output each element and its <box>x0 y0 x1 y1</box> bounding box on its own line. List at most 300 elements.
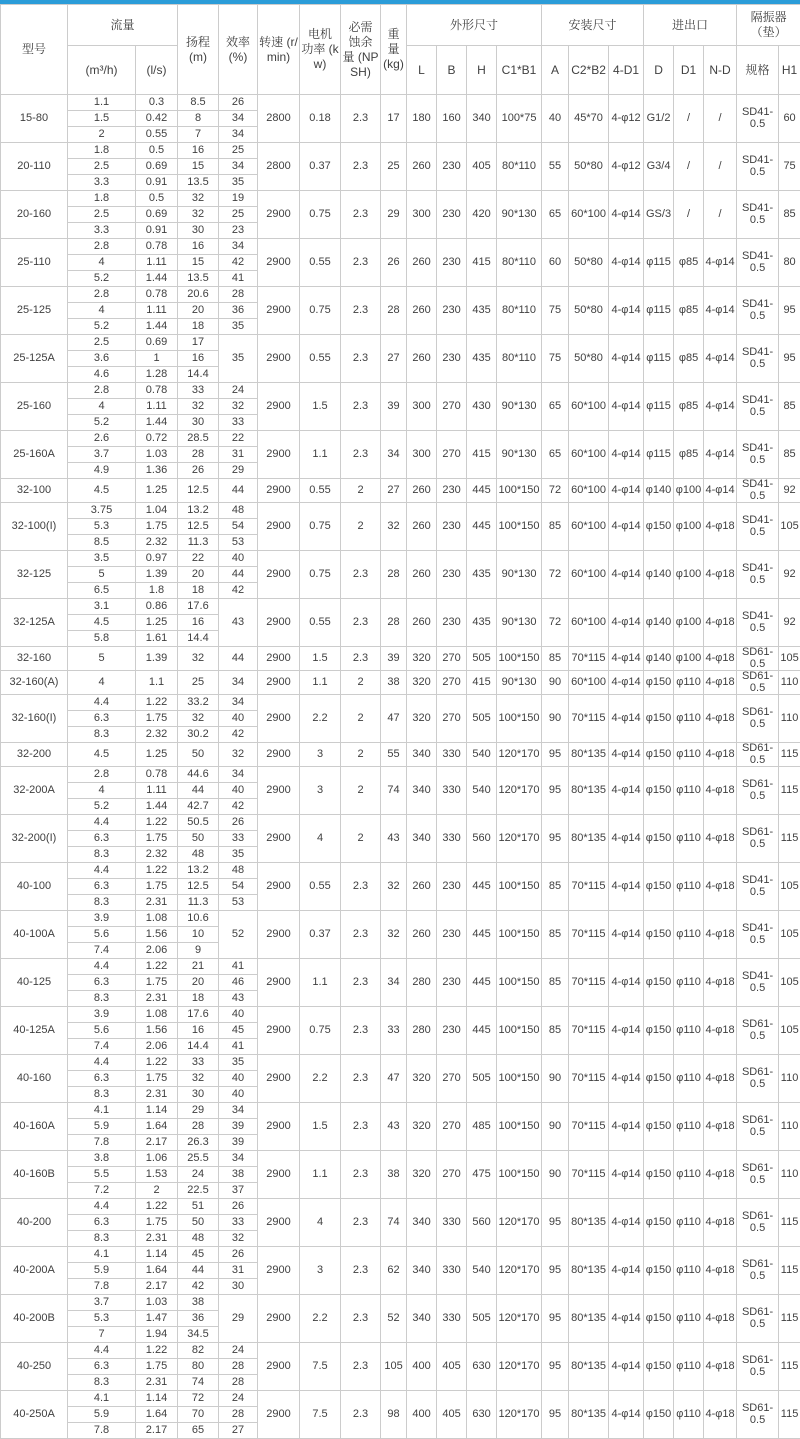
cell-port-d1: φ110 <box>674 1247 704 1295</box>
cell-port-nd: / <box>704 191 737 239</box>
cell-isolator-h1: 60 <box>779 95 800 143</box>
cell-weight: 39 <box>381 647 407 671</box>
cell-dim-l: 260 <box>407 503 437 551</box>
cell-efficiency: 35 <box>219 1055 258 1071</box>
table-row <box>1 1199 800 1215</box>
cell-npsh: 2.3 <box>341 431 381 479</box>
cell-flow-m3h: 4.4 <box>68 863 136 879</box>
cell-install-c2b2: 80*135 <box>569 767 609 815</box>
cell-efficiency: 46 <box>219 975 258 991</box>
cell-model: 40-125 <box>1 959 68 1007</box>
cell-isolator-h1: 92 <box>779 599 800 647</box>
cell-port-d: φ115 <box>644 287 674 335</box>
cell-isolator-spec: SD61-0.5 <box>737 1103 779 1151</box>
cell-port-nd: 4-φ14 <box>704 383 737 431</box>
cell-flow-m3h: 5.9 <box>68 1263 136 1279</box>
cell-install-c2b2: 70*115 <box>569 647 609 671</box>
cell-port-d: φ140 <box>644 551 674 599</box>
cell-dim-l: 260 <box>407 143 437 191</box>
col-header-isolator-group: 隔振器（垫） <box>737 5 800 46</box>
cell-head: 44.6 <box>178 767 219 783</box>
cell-speed: 2900 <box>258 863 300 911</box>
cell-model: 40-250 <box>1 1343 68 1391</box>
cell-port-d1: φ110 <box>674 911 704 959</box>
cell-install-a: 65 <box>542 191 569 239</box>
cell-efficiency: 28 <box>219 1375 258 1391</box>
cell-flow-ls: 2.32 <box>136 847 178 863</box>
cell-isolator-h1: 110 <box>779 1151 800 1199</box>
cell-speed: 2900 <box>258 431 300 479</box>
cell-head: 22 <box>178 551 219 567</box>
cell-flow-ls: 0.3 <box>136 95 178 111</box>
cell-dim-b: 230 <box>437 191 467 239</box>
cell-weight: 27 <box>381 335 407 383</box>
cell-install-c2b2: 70*115 <box>569 959 609 1007</box>
cell-head: 28 <box>178 1119 219 1135</box>
cell-port-d1: φ100 <box>674 479 704 503</box>
cell-efficiency: 32 <box>219 1231 258 1247</box>
cell-power: 0.75 <box>300 551 341 599</box>
cell-efficiency: 45 <box>219 1023 258 1039</box>
cell-dim-h: 505 <box>467 647 497 671</box>
cell-isolator-spec: SD41-0.5 <box>737 239 779 287</box>
cell-port-d1: φ110 <box>674 1295 704 1343</box>
pump-spec-table <box>0 4 800 1439</box>
cell-head: 32 <box>178 711 219 727</box>
col-header-weight: 重量 (kg) <box>381 5 407 95</box>
cell-port-nd: 4-φ14 <box>704 479 737 503</box>
cell-install-c2b2: 60*100 <box>569 671 609 695</box>
cell-head: 20 <box>178 567 219 583</box>
cell-isolator-spec: SD41-0.5 <box>737 503 779 551</box>
cell-port-nd: 4-φ14 <box>704 335 737 383</box>
cell-isolator-spec: SD41-0.5 <box>737 143 779 191</box>
cell-efficiency: 42 <box>219 255 258 271</box>
cell-flow-ls: 1.28 <box>136 367 178 383</box>
cell-head: 26 <box>178 463 219 479</box>
cell-isolator-spec: SD41-0.5 <box>737 287 779 335</box>
cell-npsh: 2.3 <box>341 551 381 599</box>
cell-install-4d1: 4-φ14 <box>609 959 644 1007</box>
cell-port-d1: φ110 <box>674 1151 704 1199</box>
cell-speed: 2900 <box>258 239 300 287</box>
cell-flow-ls: 0.72 <box>136 431 178 447</box>
col-header-isolator-spec: 规格 <box>737 46 779 95</box>
cell-flow-ls: 1.11 <box>136 399 178 415</box>
cell-install-a: 60 <box>542 239 569 287</box>
cell-npsh: 2 <box>341 671 381 695</box>
cell-install-c2b2: 70*115 <box>569 1007 609 1055</box>
cell-port-nd: 4-φ14 <box>704 287 737 335</box>
cell-dim-l: 280 <box>407 959 437 1007</box>
cell-efficiency: 54 <box>219 879 258 895</box>
cell-flow-m3h: 2.6 <box>68 431 136 447</box>
cell-install-4d1: 4-φ14 <box>609 1055 644 1103</box>
cell-head: 50 <box>178 743 219 767</box>
cell-flow-m3h: 7.4 <box>68 1039 136 1055</box>
cell-flow-m3h: 5.3 <box>68 1311 136 1327</box>
cell-dim-l: 320 <box>407 1151 437 1199</box>
cell-speed: 2900 <box>258 551 300 599</box>
cell-power: 0.55 <box>300 335 341 383</box>
cell-port-nd: 4-φ18 <box>704 959 737 1007</box>
cell-weight: 26 <box>381 239 407 287</box>
cell-npsh: 2.3 <box>341 1055 381 1103</box>
cell-isolator-h1: 110 <box>779 695 800 743</box>
cell-dim-c1b1: 100*150 <box>497 647 542 671</box>
col-header-dim-h: H <box>467 46 497 95</box>
cell-efficiency: 34 <box>219 695 258 711</box>
cell-port-nd: 4-φ18 <box>704 1295 737 1343</box>
cell-isolator-spec: SD61-0.5 <box>737 647 779 671</box>
cell-weight: 39 <box>381 383 407 431</box>
cell-isolator-spec: SD61-0.5 <box>737 671 779 695</box>
cell-head: 20.6 <box>178 287 219 303</box>
cell-power: 2.2 <box>300 1295 341 1343</box>
cell-install-4d1: 4-φ14 <box>609 1295 644 1343</box>
cell-flow-ls: 1.94 <box>136 1327 178 1343</box>
cell-install-4d1: 4-φ12 <box>609 95 644 143</box>
cell-efficiency: 52 <box>219 911 258 959</box>
cell-dim-b: 270 <box>437 431 467 479</box>
cell-flow-m3h: 6.5 <box>68 583 136 599</box>
cell-dim-c1b1: 100*150 <box>497 695 542 743</box>
cell-flow-m3h: 2.5 <box>68 335 136 351</box>
cell-weight: 25 <box>381 143 407 191</box>
cell-install-a: 65 <box>542 383 569 431</box>
cell-flow-ls: 1.39 <box>136 567 178 583</box>
cell-weight: 62 <box>381 1247 407 1295</box>
table-row <box>1 431 800 447</box>
cell-head: 42 <box>178 1279 219 1295</box>
cell-head: 15 <box>178 159 219 175</box>
cell-efficiency: 24 <box>219 1391 258 1407</box>
cell-weight: 27 <box>381 479 407 503</box>
cell-efficiency: 29 <box>219 463 258 479</box>
cell-dim-l: 320 <box>407 1103 437 1151</box>
cell-head: 50 <box>178 1215 219 1231</box>
cell-dim-b: 270 <box>437 1103 467 1151</box>
cell-weight: 47 <box>381 1055 407 1103</box>
cell-install-4d1: 4-φ14 <box>609 479 644 503</box>
cell-head: 32 <box>178 207 219 223</box>
cell-dim-h: 475 <box>467 1151 497 1199</box>
cell-efficiency: 38 <box>219 1167 258 1183</box>
cell-isolator-spec: SD41-0.5 <box>737 95 779 143</box>
cell-port-d: φ115 <box>644 239 674 287</box>
cell-dim-b: 160 <box>437 95 467 143</box>
cell-efficiency: 27 <box>219 1423 258 1439</box>
cell-efficiency: 33 <box>219 1215 258 1231</box>
cell-isolator-spec: SD61-0.5 <box>737 767 779 815</box>
cell-flow-ls: 0.69 <box>136 207 178 223</box>
col-header-port-d1: D1 <box>674 46 704 95</box>
cell-dim-c1b1: 80*110 <box>497 287 542 335</box>
table-row <box>1 287 800 303</box>
cell-isolator-h1: 75 <box>779 143 800 191</box>
cell-flow-m3h: 4.4 <box>68 815 136 831</box>
cell-flow-ls: 1.08 <box>136 1007 178 1023</box>
col-header-power: 电机 功率 (kw) <box>300 5 341 95</box>
cell-flow-ls: 0.69 <box>136 159 178 175</box>
cell-dim-h: 435 <box>467 287 497 335</box>
cell-dim-b: 330 <box>437 767 467 815</box>
cell-isolator-spec: SD61-0.5 <box>737 1391 779 1439</box>
cell-model: 40-250A <box>1 1391 68 1439</box>
cell-port-nd: 4-φ18 <box>704 551 737 599</box>
cell-flow-m3h: 2.8 <box>68 767 136 783</box>
cell-npsh: 2.3 <box>341 1199 381 1247</box>
cell-dim-c1b1: 100*150 <box>497 911 542 959</box>
cell-port-d: φ150 <box>644 863 674 911</box>
cell-efficiency: 42 <box>219 583 258 599</box>
table-row <box>1 551 800 567</box>
cell-install-c2b2: 70*115 <box>569 911 609 959</box>
cell-efficiency: 39 <box>219 1119 258 1135</box>
cell-port-d: φ140 <box>644 479 674 503</box>
cell-flow-ls: 1.22 <box>136 815 178 831</box>
table-row <box>1 95 800 111</box>
cell-dim-h: 560 <box>467 1199 497 1247</box>
cell-isolator-spec: SD41-0.5 <box>737 911 779 959</box>
cell-model: 32-160(A) <box>1 671 68 695</box>
cell-flow-m3h: 5 <box>68 647 136 671</box>
cell-dim-h: 435 <box>467 551 497 599</box>
cell-dim-b: 230 <box>437 551 467 599</box>
cell-install-4d1: 4-φ14 <box>609 383 644 431</box>
cell-dim-b: 330 <box>437 1295 467 1343</box>
cell-head: 7 <box>178 127 219 143</box>
cell-dim-h: 340 <box>467 95 497 143</box>
cell-efficiency: 26 <box>219 1199 258 1215</box>
cell-flow-ls: 1.64 <box>136 1407 178 1423</box>
cell-weight: 38 <box>381 1151 407 1199</box>
cell-power: 2.2 <box>300 695 341 743</box>
cell-port-d1: φ110 <box>674 1391 704 1439</box>
cell-dim-h: 485 <box>467 1103 497 1151</box>
cell-isolator-h1: 105 <box>779 911 800 959</box>
cell-port-d1: φ85 <box>674 335 704 383</box>
cell-npsh: 2.3 <box>341 599 381 647</box>
cell-flow-ls: 0.91 <box>136 175 178 191</box>
cell-flow-m3h: 4.5 <box>68 615 136 631</box>
cell-flow-m3h: 7.4 <box>68 943 136 959</box>
cell-isolator-h1: 105 <box>779 959 800 1007</box>
cell-install-c2b2: 80*135 <box>569 1343 609 1391</box>
cell-flow-ls: 1.11 <box>136 303 178 319</box>
cell-efficiency: 31 <box>219 447 258 463</box>
cell-install-a: 85 <box>542 503 569 551</box>
cell-efficiency: 40 <box>219 1087 258 1103</box>
cell-speed: 2900 <box>258 1151 300 1199</box>
cell-flow-m3h: 6.3 <box>68 831 136 847</box>
cell-dim-c1b1: 120*170 <box>497 1391 542 1439</box>
cell-install-a: 90 <box>542 1055 569 1103</box>
cell-flow-m3h: 8.3 <box>68 727 136 743</box>
cell-flow-m3h: 8.3 <box>68 895 136 911</box>
cell-flow-ls: 2.31 <box>136 991 178 1007</box>
cell-flow-m3h: 4.6 <box>68 367 136 383</box>
cell-head: 36 <box>178 1311 219 1327</box>
cell-port-d: φ115 <box>644 335 674 383</box>
cell-flow-ls: 1.75 <box>136 711 178 727</box>
cell-install-4d1: 4-φ14 <box>609 863 644 911</box>
cell-weight: 34 <box>381 959 407 1007</box>
table-row <box>1 1295 800 1311</box>
cell-port-d1: φ85 <box>674 239 704 287</box>
cell-flow-ls: 2.31 <box>136 1231 178 1247</box>
cell-flow-m3h: 3.75 <box>68 503 136 519</box>
cell-model: 40-100A <box>1 911 68 959</box>
col-header-efficiency: 效率 (%) <box>219 5 258 95</box>
cell-speed: 2900 <box>258 911 300 959</box>
cell-port-d1: φ110 <box>674 863 704 911</box>
cell-dim-c1b1: 100*150 <box>497 1055 542 1103</box>
cell-model: 40-200B <box>1 1295 68 1343</box>
cell-install-4d1: 4-φ14 <box>609 431 644 479</box>
cell-install-a: 72 <box>542 551 569 599</box>
cell-isolator-h1: 110 <box>779 671 800 695</box>
cell-dim-b: 230 <box>437 335 467 383</box>
cell-dim-h: 445 <box>467 1007 497 1055</box>
cell-isolator-spec: SD41-0.5 <box>737 479 779 503</box>
cell-flow-ls: 1.1 <box>136 671 178 695</box>
cell-dim-b: 270 <box>437 695 467 743</box>
cell-head: 13.2 <box>178 863 219 879</box>
cell-isolator-h1: 95 <box>779 335 800 383</box>
cell-install-a: 95 <box>542 743 569 767</box>
cell-flow-ls: 2.17 <box>136 1423 178 1439</box>
cell-flow-m3h: 5.8 <box>68 631 136 647</box>
cell-efficiency: 41 <box>219 1039 258 1055</box>
col-header-dim-c1b1: C1*B1 <box>497 46 542 95</box>
table-row <box>1 383 800 399</box>
cell-isolator-h1: 92 <box>779 479 800 503</box>
cell-efficiency: 41 <box>219 271 258 287</box>
cell-flow-ls: 1.47 <box>136 1311 178 1327</box>
cell-flow-ls: 0.42 <box>136 111 178 127</box>
cell-efficiency: 26 <box>219 95 258 111</box>
cell-flow-m3h: 8.3 <box>68 1375 136 1391</box>
cell-install-c2b2: 70*115 <box>569 1055 609 1103</box>
cell-speed: 2900 <box>258 479 300 503</box>
col-header-flow-ls: (l/s) <box>136 46 178 95</box>
cell-power: 3 <box>300 743 341 767</box>
cell-dim-b: 330 <box>437 1247 467 1295</box>
cell-head: 51 <box>178 1199 219 1215</box>
cell-speed: 2900 <box>258 1343 300 1391</box>
cell-isolator-h1: 115 <box>779 1199 800 1247</box>
cell-install-4d1: 4-φ14 <box>609 287 644 335</box>
cell-flow-m3h: 3.9 <box>68 1007 136 1023</box>
cell-head: 25 <box>178 671 219 695</box>
cell-power: 7.5 <box>300 1343 341 1391</box>
cell-isolator-h1: 115 <box>779 767 800 815</box>
cell-port-nd: 4-φ18 <box>704 767 737 815</box>
cell-port-nd: 4-φ18 <box>704 1391 737 1439</box>
cell-dim-c1b1: 120*170 <box>497 1343 542 1391</box>
cell-port-d1: φ110 <box>674 1055 704 1103</box>
cell-head: 12.5 <box>178 479 219 503</box>
cell-efficiency: 28 <box>219 1359 258 1375</box>
cell-flow-ls: 1.75 <box>136 1359 178 1375</box>
cell-dim-h: 415 <box>467 431 497 479</box>
cell-install-a: 55 <box>542 143 569 191</box>
cell-install-4d1: 4-φ14 <box>609 1199 644 1247</box>
cell-model: 25-125 <box>1 287 68 335</box>
cell-isolator-spec: SD61-0.5 <box>737 815 779 863</box>
cell-dim-h: 560 <box>467 815 497 863</box>
cell-flow-m3h: 6.3 <box>68 1359 136 1375</box>
cell-flow-ls: 1.06 <box>136 1151 178 1167</box>
cell-install-c2b2: 70*115 <box>569 695 609 743</box>
col-header-npsh: 必需 蚀余 量 (NPSH) <box>341 5 381 95</box>
cell-power: 1.5 <box>300 383 341 431</box>
cell-head: 20 <box>178 975 219 991</box>
col-header-head: 扬程 (m) <box>178 5 219 95</box>
cell-port-d1: / <box>674 95 704 143</box>
cell-flow-ls: 1.22 <box>136 695 178 711</box>
cell-install-a: 95 <box>542 1391 569 1439</box>
cell-port-d: φ150 <box>644 1247 674 1295</box>
cell-port-d: φ115 <box>644 431 674 479</box>
cell-npsh: 2.3 <box>341 191 381 239</box>
cell-flow-ls: 1.36 <box>136 463 178 479</box>
cell-port-nd: 4-φ18 <box>704 1199 737 1247</box>
table-row <box>1 647 800 671</box>
cell-flow-ls: 0.69 <box>136 335 178 351</box>
cell-flow-m3h: 4.1 <box>68 1247 136 1263</box>
cell-port-d1: φ110 <box>674 959 704 1007</box>
cell-flow-m3h: 1.8 <box>68 143 136 159</box>
cell-isolator-h1: 110 <box>779 1103 800 1151</box>
cell-flow-ls: 1.44 <box>136 415 178 431</box>
cell-port-d: φ140 <box>644 599 674 647</box>
cell-dim-h: 445 <box>467 911 497 959</box>
cell-model: 15-80 <box>1 95 68 143</box>
cell-flow-ls: 1.75 <box>136 831 178 847</box>
cell-head: 32 <box>178 399 219 415</box>
cell-flow-ls: 1.22 <box>136 1343 178 1359</box>
table-row <box>1 191 800 207</box>
cell-flow-m3h: 8.5 <box>68 535 136 551</box>
col-header-install-group: 安装尺寸 <box>542 5 644 46</box>
cell-port-d1: φ110 <box>674 1199 704 1247</box>
cell-head: 50.5 <box>178 815 219 831</box>
cell-efficiency: 34 <box>219 127 258 143</box>
cell-dim-l: 280 <box>407 1007 437 1055</box>
cell-flow-m3h: 3.3 <box>68 223 136 239</box>
cell-isolator-h1: 80 <box>779 239 800 287</box>
cell-model: 40-125A <box>1 1007 68 1055</box>
cell-install-c2b2: 80*135 <box>569 1391 609 1439</box>
cell-flow-ls: 0.78 <box>136 239 178 255</box>
cell-head: 32 <box>178 647 219 671</box>
cell-port-nd: 4-φ18 <box>704 1007 737 1055</box>
cell-weight: 28 <box>381 599 407 647</box>
cell-efficiency: 34 <box>219 767 258 783</box>
cell-isolator-spec: SD61-0.5 <box>737 1055 779 1103</box>
table-row <box>1 599 800 615</box>
cell-isolator-spec: SD61-0.5 <box>737 1295 779 1343</box>
cell-port-d: φ150 <box>644 671 674 695</box>
cell-npsh: 2.3 <box>341 1007 381 1055</box>
cell-power: 1.5 <box>300 1103 341 1151</box>
cell-flow-m3h: 8.3 <box>68 847 136 863</box>
cell-install-c2b2: 60*100 <box>569 479 609 503</box>
cell-flow-ls: 2.06 <box>136 943 178 959</box>
cell-weight: 17 <box>381 95 407 143</box>
